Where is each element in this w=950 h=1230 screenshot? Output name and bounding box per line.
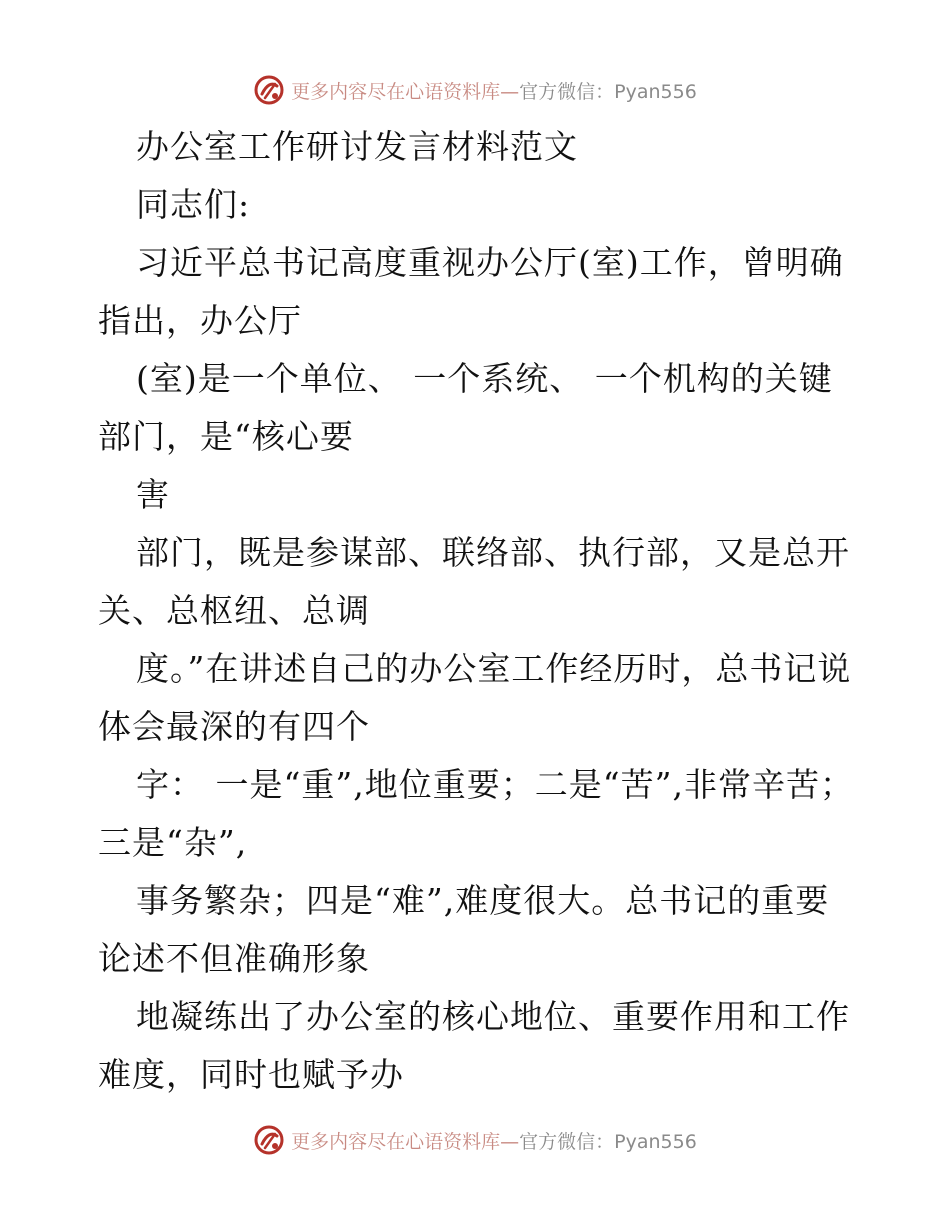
footer-banner-right: 官方微信：Pyan556 <box>519 1130 697 1153</box>
paragraph-5: 度。”在讲述自己的办公室工作经历时，总书记说体会最深的有四个 <box>98 649 852 746</box>
paragraph-7: 事务繁杂；四是“难”,难度很大。总书记的重要论述不但准确形象 <box>98 881 830 978</box>
red-seal-logo-icon <box>253 74 285 106</box>
footer-banner-separator: — <box>500 1130 520 1153</box>
footer-banner-text <box>291 1127 697 1154</box>
header-banner-text <box>291 77 697 104</box>
paragraph-1: 习近平总书记高度重视办公厅(室)工作，曾明确指出，办公厅 <box>98 243 844 340</box>
paragraph-2: (室)是一个单位、 一个系统、 一个机构的关键部门，是“核心要 <box>98 359 833 456</box>
document-title: 办公室工作研讨发言材料范文 <box>136 127 578 166</box>
header-banner-separator: — <box>500 80 520 103</box>
document-body <box>98 118 858 1104</box>
paragraph-6: 字： 一是“重”,地位重要；二是“苦”,非常辛苦；三是“杂”, <box>98 765 854 862</box>
footer-banner <box>0 1120 950 1160</box>
paragraph-3: 害 <box>136 475 170 514</box>
paragraph-8: 地凝练出了办公室的核心地位、重要作用和工作难度，同时也赋予办 <box>98 997 850 1094</box>
paragraph-4: 部门，既是参谋部、联络部、执行部，又是总开关、总枢纽、总调 <box>98 533 850 630</box>
footer-banner-left: 更多内容尽在心语资料库 <box>291 1130 501 1153</box>
header-banner-left: 更多内容尽在心语资料库 <box>291 80 501 103</box>
header-banner-right: 官方微信：Pyan556 <box>519 80 697 103</box>
document-salutation: 同志们: <box>136 185 251 224</box>
red-seal-logo-icon <box>253 1124 285 1156</box>
header-banner <box>0 70 950 110</box>
